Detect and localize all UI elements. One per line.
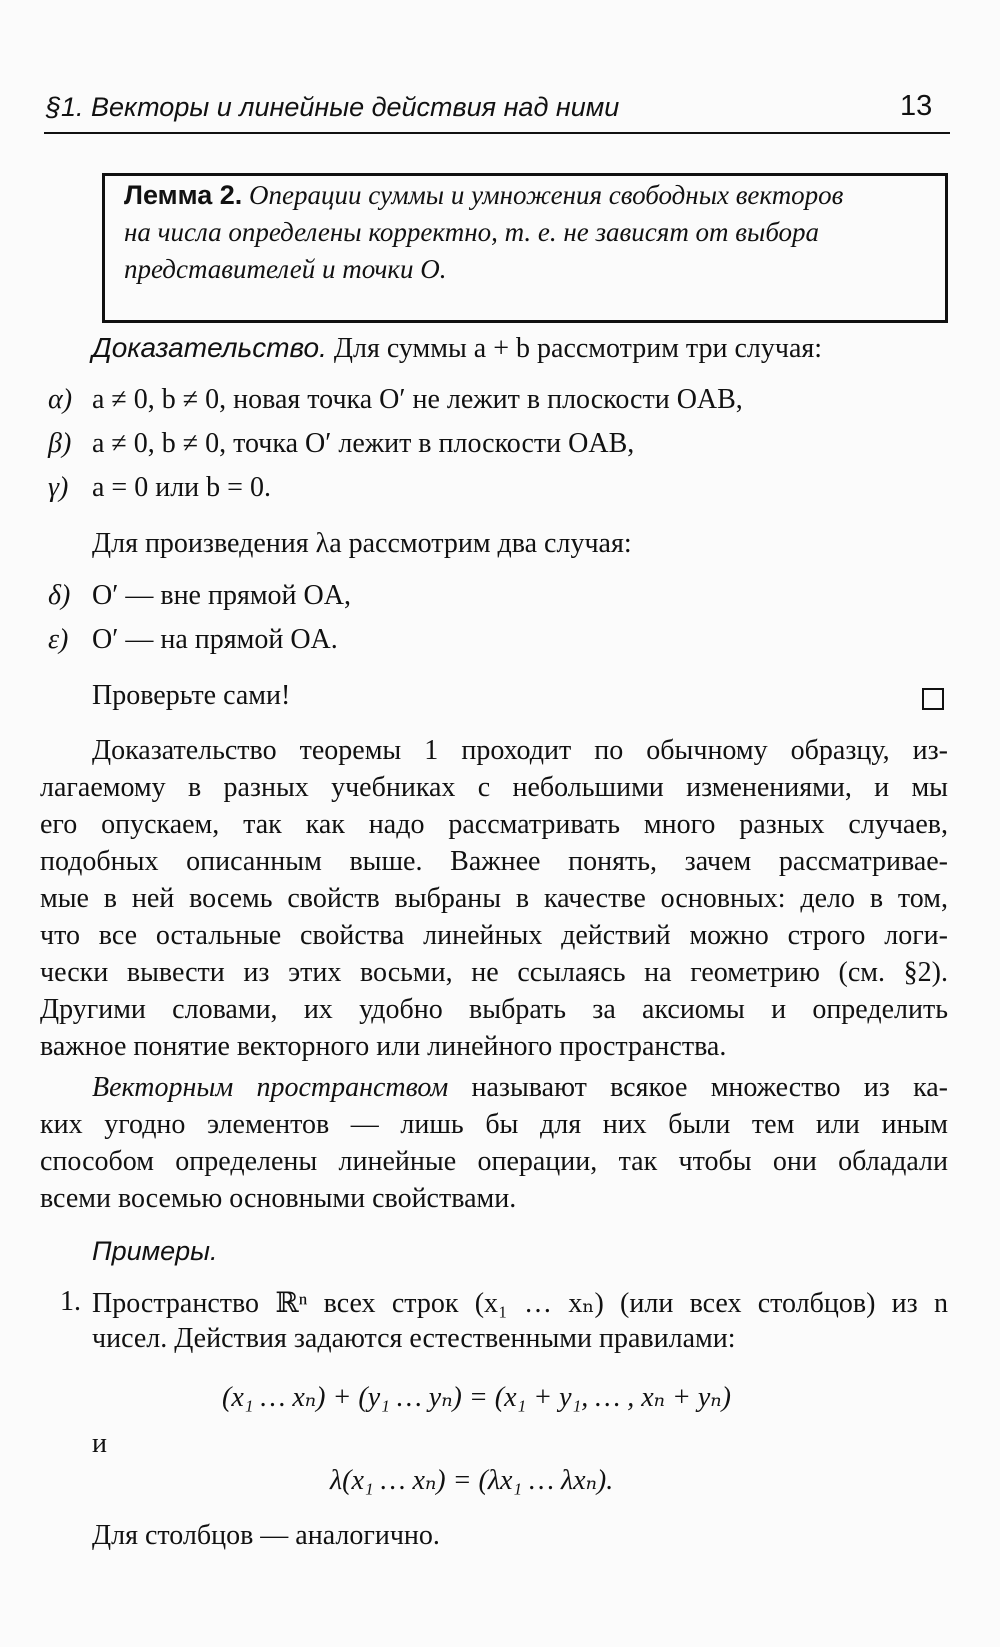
case-gamma-label: γ) [48, 472, 69, 503]
header-rule [44, 132, 950, 134]
para2-line-4: всеми восемью основными свойствами. [40, 1183, 517, 1214]
case-epsilon-label: ε) [48, 624, 69, 655]
page-number: 13 [900, 90, 933, 122]
example-1-line-2: чисел. Действия задаются естественными правилами: [92, 1323, 736, 1354]
para1-line-5: мые в ней восемь свойств выбраны в качестве основных: дело в том, [40, 883, 948, 914]
conjunction-and: и [92, 1428, 107, 1459]
para2-line-2: ких угодно элементов — лишь бы для них были тем или иным [40, 1109, 948, 1140]
para1-line-9: важное понятие векторного или линейного пространства. [40, 1031, 727, 1062]
example-1-line-1: Пространство ℝⁿ всех строк (x₁ … xₙ) (или всех столбцов) из n [92, 1288, 948, 1319]
formula-scalar: λ(x₁ … xₙ) = (λx₁ … λxₙ). [330, 1465, 614, 1496]
para2-line-1-rest: называют всякое множество из ка- [471, 1072, 948, 1103]
lemma-line-1 [124, 180, 843, 211]
para1-line-4: подобных описанным выше. Важнее понять, зачем рассматривае- [40, 846, 948, 877]
lemma-label: Лемма 2. [124, 180, 243, 210]
para2-line-3: способом определены линейные операции, так чтобы они обладали [40, 1146, 948, 1177]
para1-line-1: Доказательство теоремы 1 проходит по обычному образцу, из- [92, 735, 948, 766]
proof-label: Доказательство. [92, 332, 327, 363]
para2-line-1 [92, 1072, 948, 1104]
running-header-title: §1. Векторы и линейные действия над ними [46, 92, 620, 122]
para1-line-3: его опускаем, так как надо рассматривать много разных случаев, [40, 809, 948, 840]
case-delta-label: δ) [48, 580, 71, 611]
check-yourself: Проверьте сами! [92, 680, 291, 711]
product-intro: Для произведения λa рассмотрим два случая: [92, 528, 632, 559]
proof-intro-text: Для суммы a + b рассмотрим три случая: [333, 333, 823, 364]
case-alpha-text: a ≠ 0, b ≠ 0, новая точка O′ не лежит в плоскости OAB, [92, 384, 743, 415]
qed-square-icon [922, 688, 944, 710]
lemma-line-3: представителей и точки O. [124, 254, 447, 284]
lemma-line-2: на числа определены корректно, т. е. не зависят от выбора [124, 217, 820, 247]
case-beta-label: β) [48, 428, 72, 459]
para1-line-6: что все остальные свойства линейных действий можно строго логи- [40, 920, 948, 951]
example-1-number: 1. [60, 1286, 81, 1317]
case-beta-text: a ≠ 0, b ≠ 0, точка O′ лежит в плоскости OAB, [92, 428, 635, 459]
vector-space-term: Векторным пространством [92, 1072, 449, 1103]
columns-note: Для столбцов — аналогично. [92, 1520, 440, 1551]
case-delta-text: O′ — вне прямой OA, [92, 580, 351, 611]
proof-intro [92, 332, 822, 365]
formula-sum: (x₁ … xₙ) + (y₁ … yₙ) = (x₁ + y₁, … , xₙ + yₙ) [222, 1382, 731, 1413]
para1-line-8: Другими словами, их удобно выбрать за аксиомы и определить [40, 994, 948, 1025]
lemma-text-1: Операции суммы и умножения свободных векторов [248, 180, 844, 210]
case-gamma-text: a = 0 или b = 0. [92, 472, 271, 503]
case-epsilon-text: O′ — на прямой OA. [92, 624, 338, 655]
case-alpha-label: α) [48, 384, 73, 415]
examples-label: Примеры. [92, 1236, 218, 1266]
para1-line-2: лагаемому в разных учебниках с небольшими изменениями, и мы [40, 772, 948, 803]
para1-line-7: чески вывести из этих восьми, не ссылаясь на геометрию (см. §2). [40, 957, 948, 988]
